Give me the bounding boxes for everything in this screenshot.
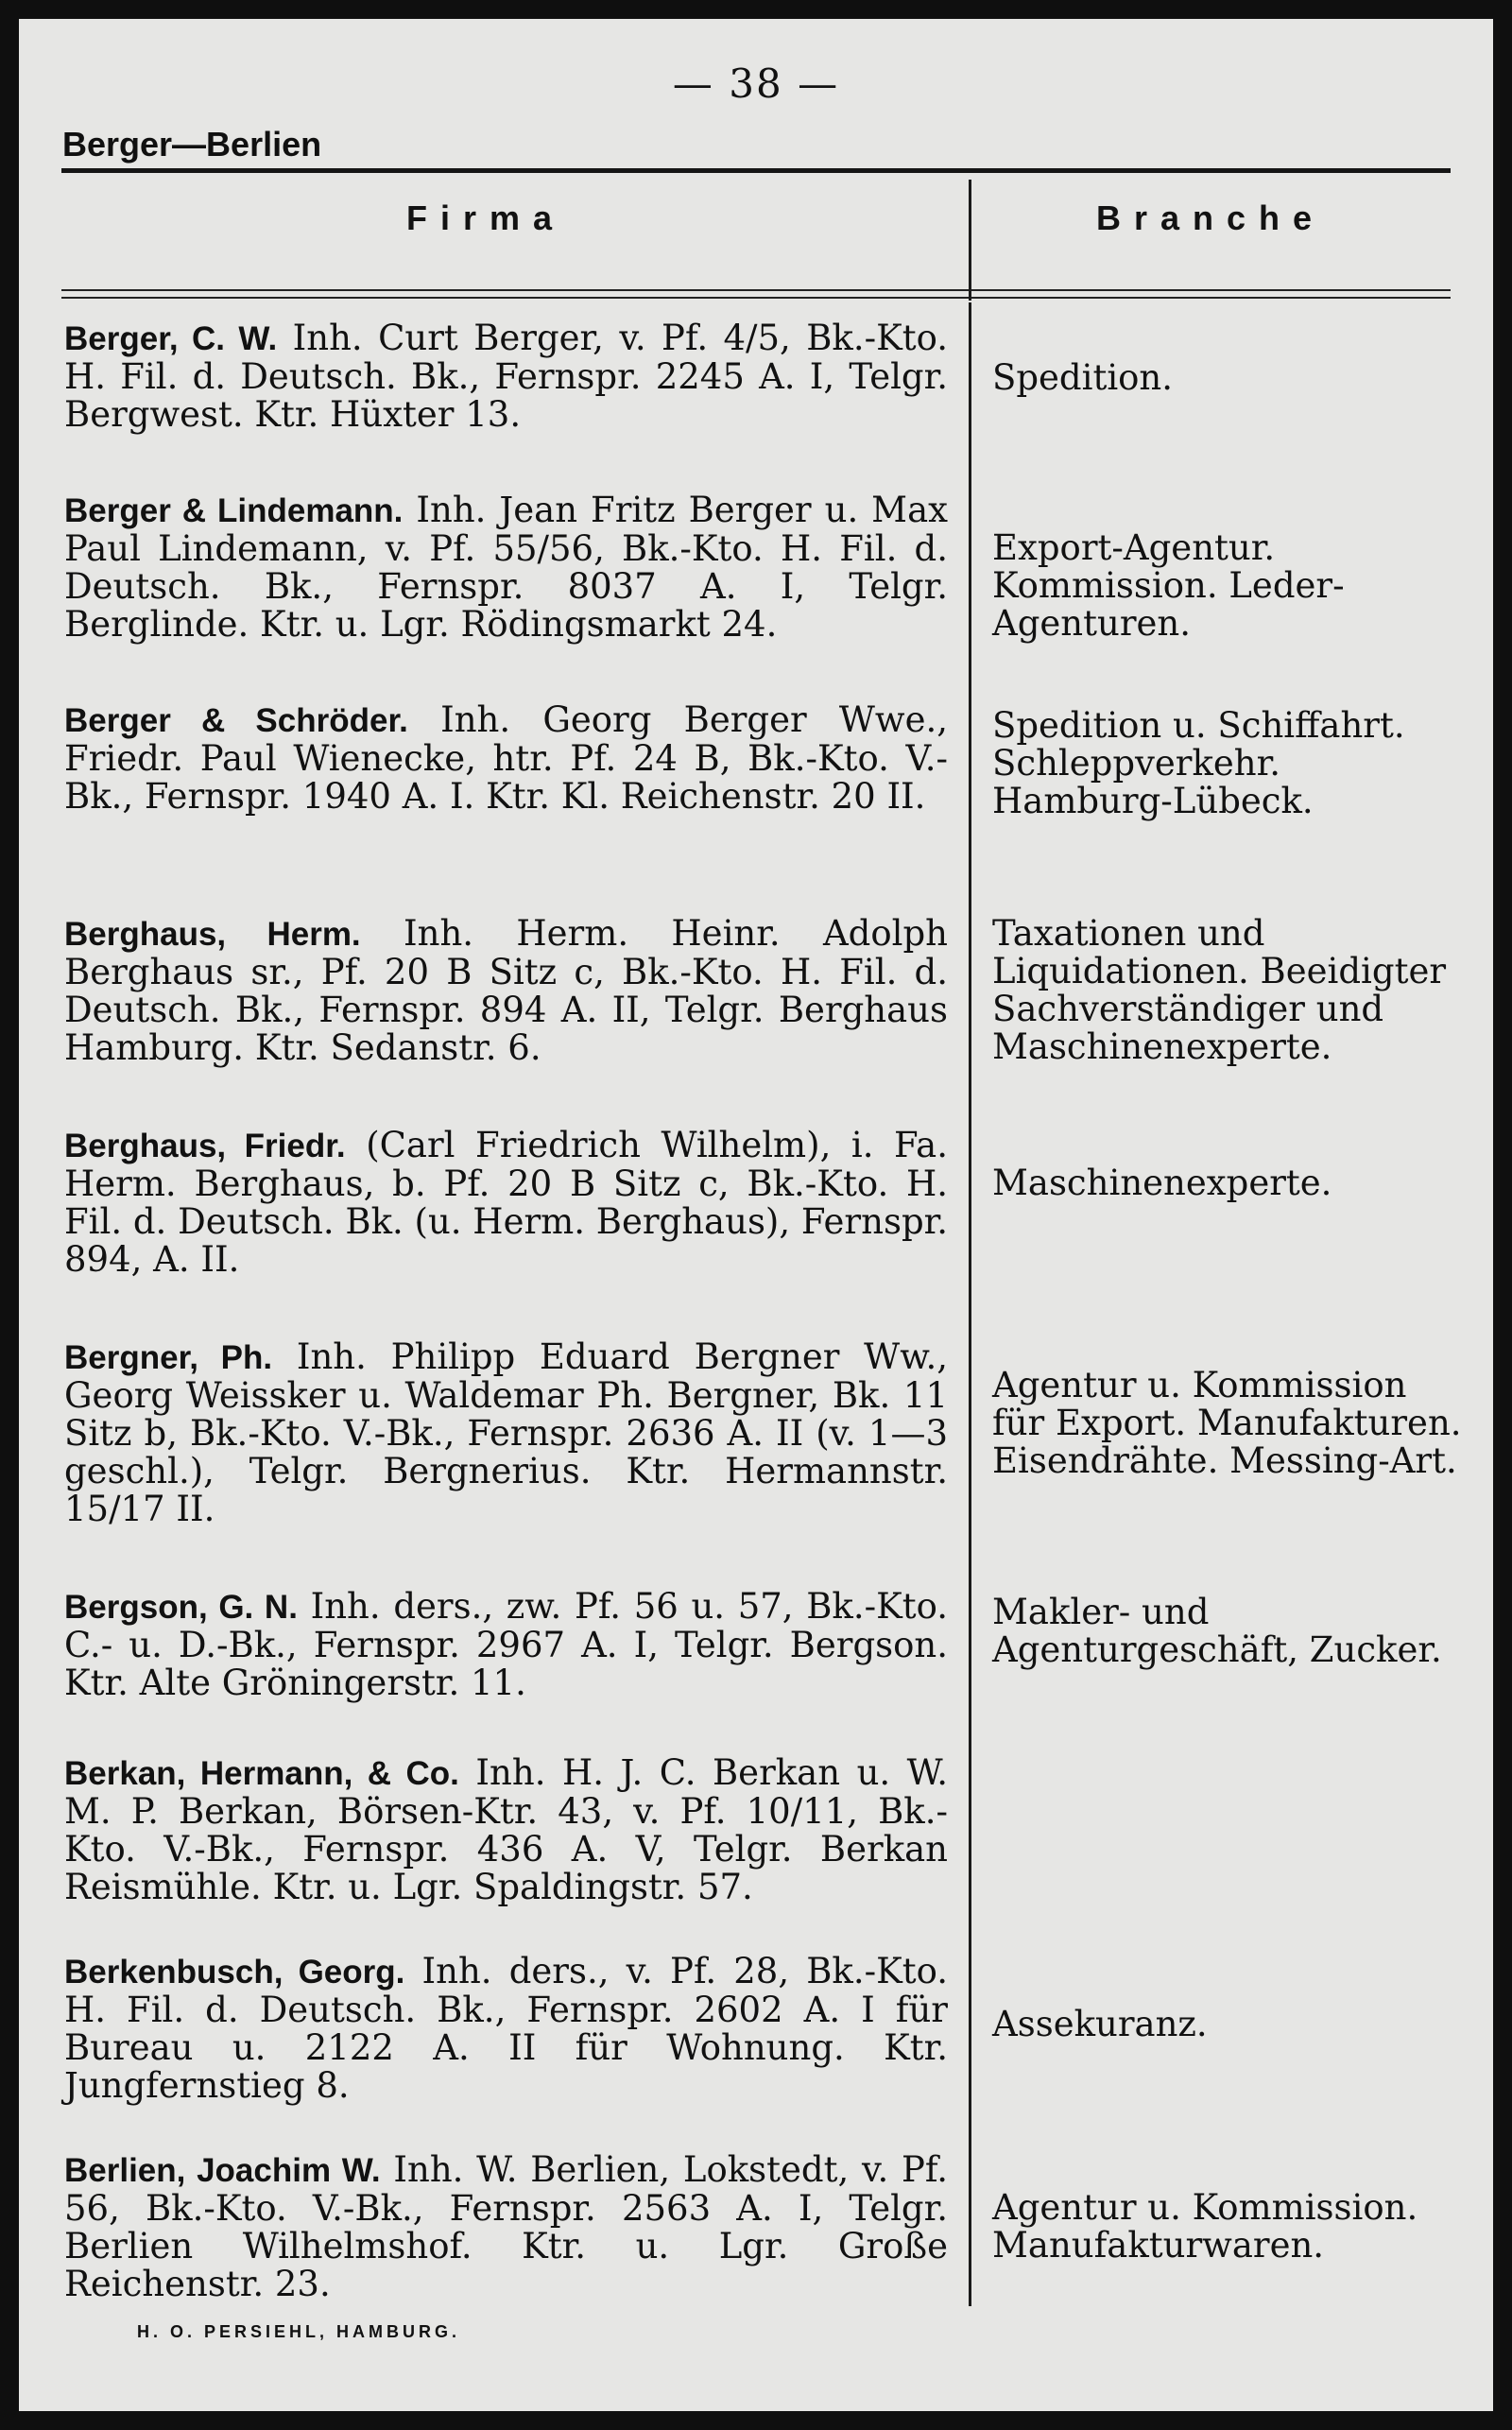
- header-rule: [61, 168, 1451, 173]
- firma-cell: [64, 2151, 948, 2303]
- firma-cell: [64, 701, 948, 816]
- branche-cell: Taxationen und Liquidationen. Beeidigter Sachverständiger und Maschinenexperte.: [992, 913, 1447, 1067]
- firm-details: Inh. Curt Berger, v. Pf. 4/5, Bk.-Kto. H. Fil. d. Deutsch. Bk., Fernspr. 2245 A. I, Telgr. Bergwest. Ktr. Hüxter 13.: [64, 318, 948, 435]
- header-double-rule-top: [61, 289, 1451, 291]
- branche-cell: Spedition u. Schiffahrt. Schleppverkehr. Hamburg-Lübeck.: [992, 705, 1405, 821]
- firm-name: Berger & Lindemann.: [64, 492, 404, 529]
- firm-name: Bergson, G. N.: [64, 1589, 298, 1626]
- firm-name: Berghaus, Herm.: [64, 916, 361, 953]
- branche-cell: Agentur u. Kommission. Manufakturwaren.: [992, 2187, 1418, 2266]
- header-column-divider: [969, 180, 971, 301]
- firm-details: (Carl Friedrich Wilhelm), i. Fa. Herm. Berghaus, b. Pf. 20 B Sitz c, Bk.-Kto. H. Fil. d. Deutsch. Bk. (u. Herm. Berghaus), Fernspr. 894, A. II.: [64, 1125, 949, 1280]
- column-header-firma: Firma: [406, 198, 566, 237]
- firm-details: Inh. ders., zw. Pf. 56 u. 57, Bk.-Kto. C.- u. D.-Bk., Fernspr. 2967 A. I, Telgr. Bergson. Ktr. Alte Gröningerstr. 11.: [64, 1586, 949, 1703]
- firma-cell: [64, 1754, 948, 1906]
- firma-cell: [64, 915, 948, 1067]
- firma-cell: [64, 1338, 948, 1528]
- branche-cell: Assekuranz.: [992, 2004, 1208, 2044]
- branche-cell: Export-Agentur. Kommission. Leder-Agenturen.: [992, 527, 1345, 644]
- firm-name: Berger, C. W.: [64, 320, 278, 357]
- branche-cell: Agentur u. Kommission für Export. Manufakturen. Eisendrähte. Messing-Art.: [992, 1365, 1462, 1481]
- firm-details: Inh. Jean Fritz Berger u. Max Paul Lindemann, v. Pf. 55/56, Bk.-Kto. H. Fil. d. Deutsch. Bk., Fernspr. 8037 A. I, Telgr. Berglinde. Ktr. u. Lgr. Rödingsmarkt 24.: [64, 490, 948, 645]
- body-column-divider: [969, 302, 971, 2306]
- page-number: — 38 —: [672, 60, 840, 107]
- firm-details: Inh. ders., v. Pf. 28, Bk.-Kto. H. Fil. d. Deutsch. Bk., Fernspr. 2602 A. I für Bureau u. 2122 A. II für Wohnung. Ktr. Jungfernstieg 8.: [64, 1951, 949, 2106]
- header-double-rule-bottom: [61, 297, 1451, 299]
- firma-cell: [64, 491, 948, 644]
- firm-name: Berlien, Joachim W.: [64, 2152, 381, 2189]
- firm-details: Inh. H. J. C. Berkan u. W. M. P. Berkan, Börsen-Ktr. 43, v. Pf. 10/11, Bk.-Kto. V.-Bk., Fernspr. 436 A. V, Telgr. Berkan Reismühle. Ktr. u. Lgr. Spaldingstr. 57.: [64, 1752, 949, 1907]
- firm-details: Inh. Georg Berger Wwe., Friedr. Paul Wienecke, htr. Pf. 24 B, Bk.-Kto. V.-Bk., Fernspr. 1940 A. I. Ktr. Kl. Reichenstr. 20 II.: [64, 699, 948, 817]
- directory-page: [19, 19, 1493, 2411]
- branche-cell: Makler- und Agenturgeschäft, Zucker.: [992, 1592, 1442, 1670]
- firm-name: Berkan, Hermann, & Co.: [64, 1755, 459, 1792]
- branche-cell: Spedition.: [992, 357, 1174, 398]
- column-header-branche: Branche: [1096, 198, 1326, 237]
- firma-cell: [64, 1588, 948, 1702]
- firm-details: Inh. W. Berlien, Lokstedt, v. Pf. 56, Bk.-Kto. V.-Bk., Fernspr. 2563 A. I, Telgr. Berlien Wilhelmshof. Ktr. u. Lgr. Große Reichenstr. 23.: [64, 2149, 949, 2304]
- firm-details: Inh. Philipp Eduard Bergner Ww., Georg Weissker u. Waldemar Ph. Bergner, Bk. 11 Sitz b, Bk.-Kto. V.-Bk., Fernspr. 2636 A. II (v. 1—3 geschl.), Telgr. Bergnerius. Ktr. Hermannstr. 15/17 II.: [64, 1336, 948, 1529]
- firma-cell: [64, 1127, 948, 1279]
- firm-name: Berkenbusch, Georg.: [64, 1954, 405, 1991]
- firm-name: Berghaus, Friedr.: [64, 1128, 346, 1164]
- firma-cell: [64, 1953, 948, 2105]
- printer-imprint: H. O. PERSIEHL, HAMBURG.: [137, 2322, 461, 2341]
- firma-cell: [64, 319, 948, 434]
- branche-cell: Maschinenexperte.: [992, 1163, 1332, 1203]
- firm-details: Inh. Herm. Heinr. Adolph Berghaus sr., Pf. 20 B Sitz c, Bk.-Kto. H. Fil. d. Deutsch. Bk., Fernspr. 894 A. II, Telgr. Berghaus Hamburg. Ktr. Sedanstr. 6.: [64, 913, 948, 1068]
- running-head: Berger—Berlien: [62, 125, 322, 164]
- firm-name: Bergner, Ph.: [64, 1339, 273, 1376]
- firm-name: Berger & Schröder.: [64, 702, 408, 739]
